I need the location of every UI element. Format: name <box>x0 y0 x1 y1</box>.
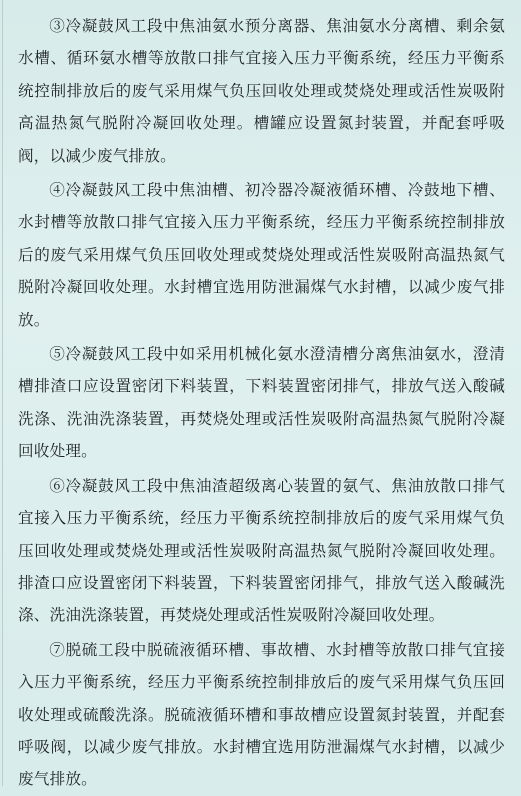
paragraph-item-5: ⑤冷凝鼓风工段中如采用机械化氨水澄清槽分离焦油氨水，澄清槽排渣口应设置密闭下料装置，下料装置密闭排气，排放气送入酸碱洗涤、洗油洗涤装置，再焚烧处理或活性炭吸附高温热氮气脱附冷凝回收处理。 <box>18 345 505 461</box>
paragraph-item-7: ⑦脱硫工段中脱硫液循环槽、事故槽、水封槽等放散口排气宜接入压力平衡系统，经压力平衡系统控制排放后的废气采用煤气负压回收处理或硫酸洗涤。脱硫液循环槽和事故槽应设置氮封装置，并配套呼吸阀，以减少废气排放。水封槽宜选用防泄漏煤气水封槽，以减少废气排放。 <box>18 640 505 789</box>
paragraph-item-4: ④冷凝鼓风工段中焦油槽、初冷器冷凝液循环槽、冷鼓地下槽、水封槽等放散口排气宜接入压力平衡系统，经压力平衡系统控制排放后的废气采用煤气负压回收处理或焚烧处理或活性炭吸附高温热氮气脱附冷凝回收处理。水封槽宜选用防泄漏煤气水封槽，以减少废气排放。 <box>18 181 505 329</box>
paragraph-item-3: ③冷凝鼓风工段中焦油氨水预分离器、焦油氨水分离槽、剩余氨水槽、循环氨水槽等放散口排气宜接入压力平衡系统，经压力平衡系统控制排放后的废气采用煤气负压回收处理或焚烧处理或活性炭吸附高温热氮气脱附冷凝回收处理。槽罐应设置氮封装置，并配套呼吸阀，以减少废气排放。 <box>18 17 505 165</box>
paragraph-item-6: ⑥冷凝鼓风工段中焦油渣超级离心装置的氨气、焦油放散口排气宜接入压力平衡系统，经压力平衡系统控制排放后的废气采用煤气负压回收处理或焚烧处理或活性炭吸附高温热氮气脱附冷凝回收处理。排渣口应设置密闭下料装置，下料装置密闭排气，排放气送入酸碱洗涤、洗油洗涤装置，再焚烧处理或活性炭吸附冷凝回收处理。 <box>18 476 505 625</box>
page-edge-line <box>2 0 3 786</box>
